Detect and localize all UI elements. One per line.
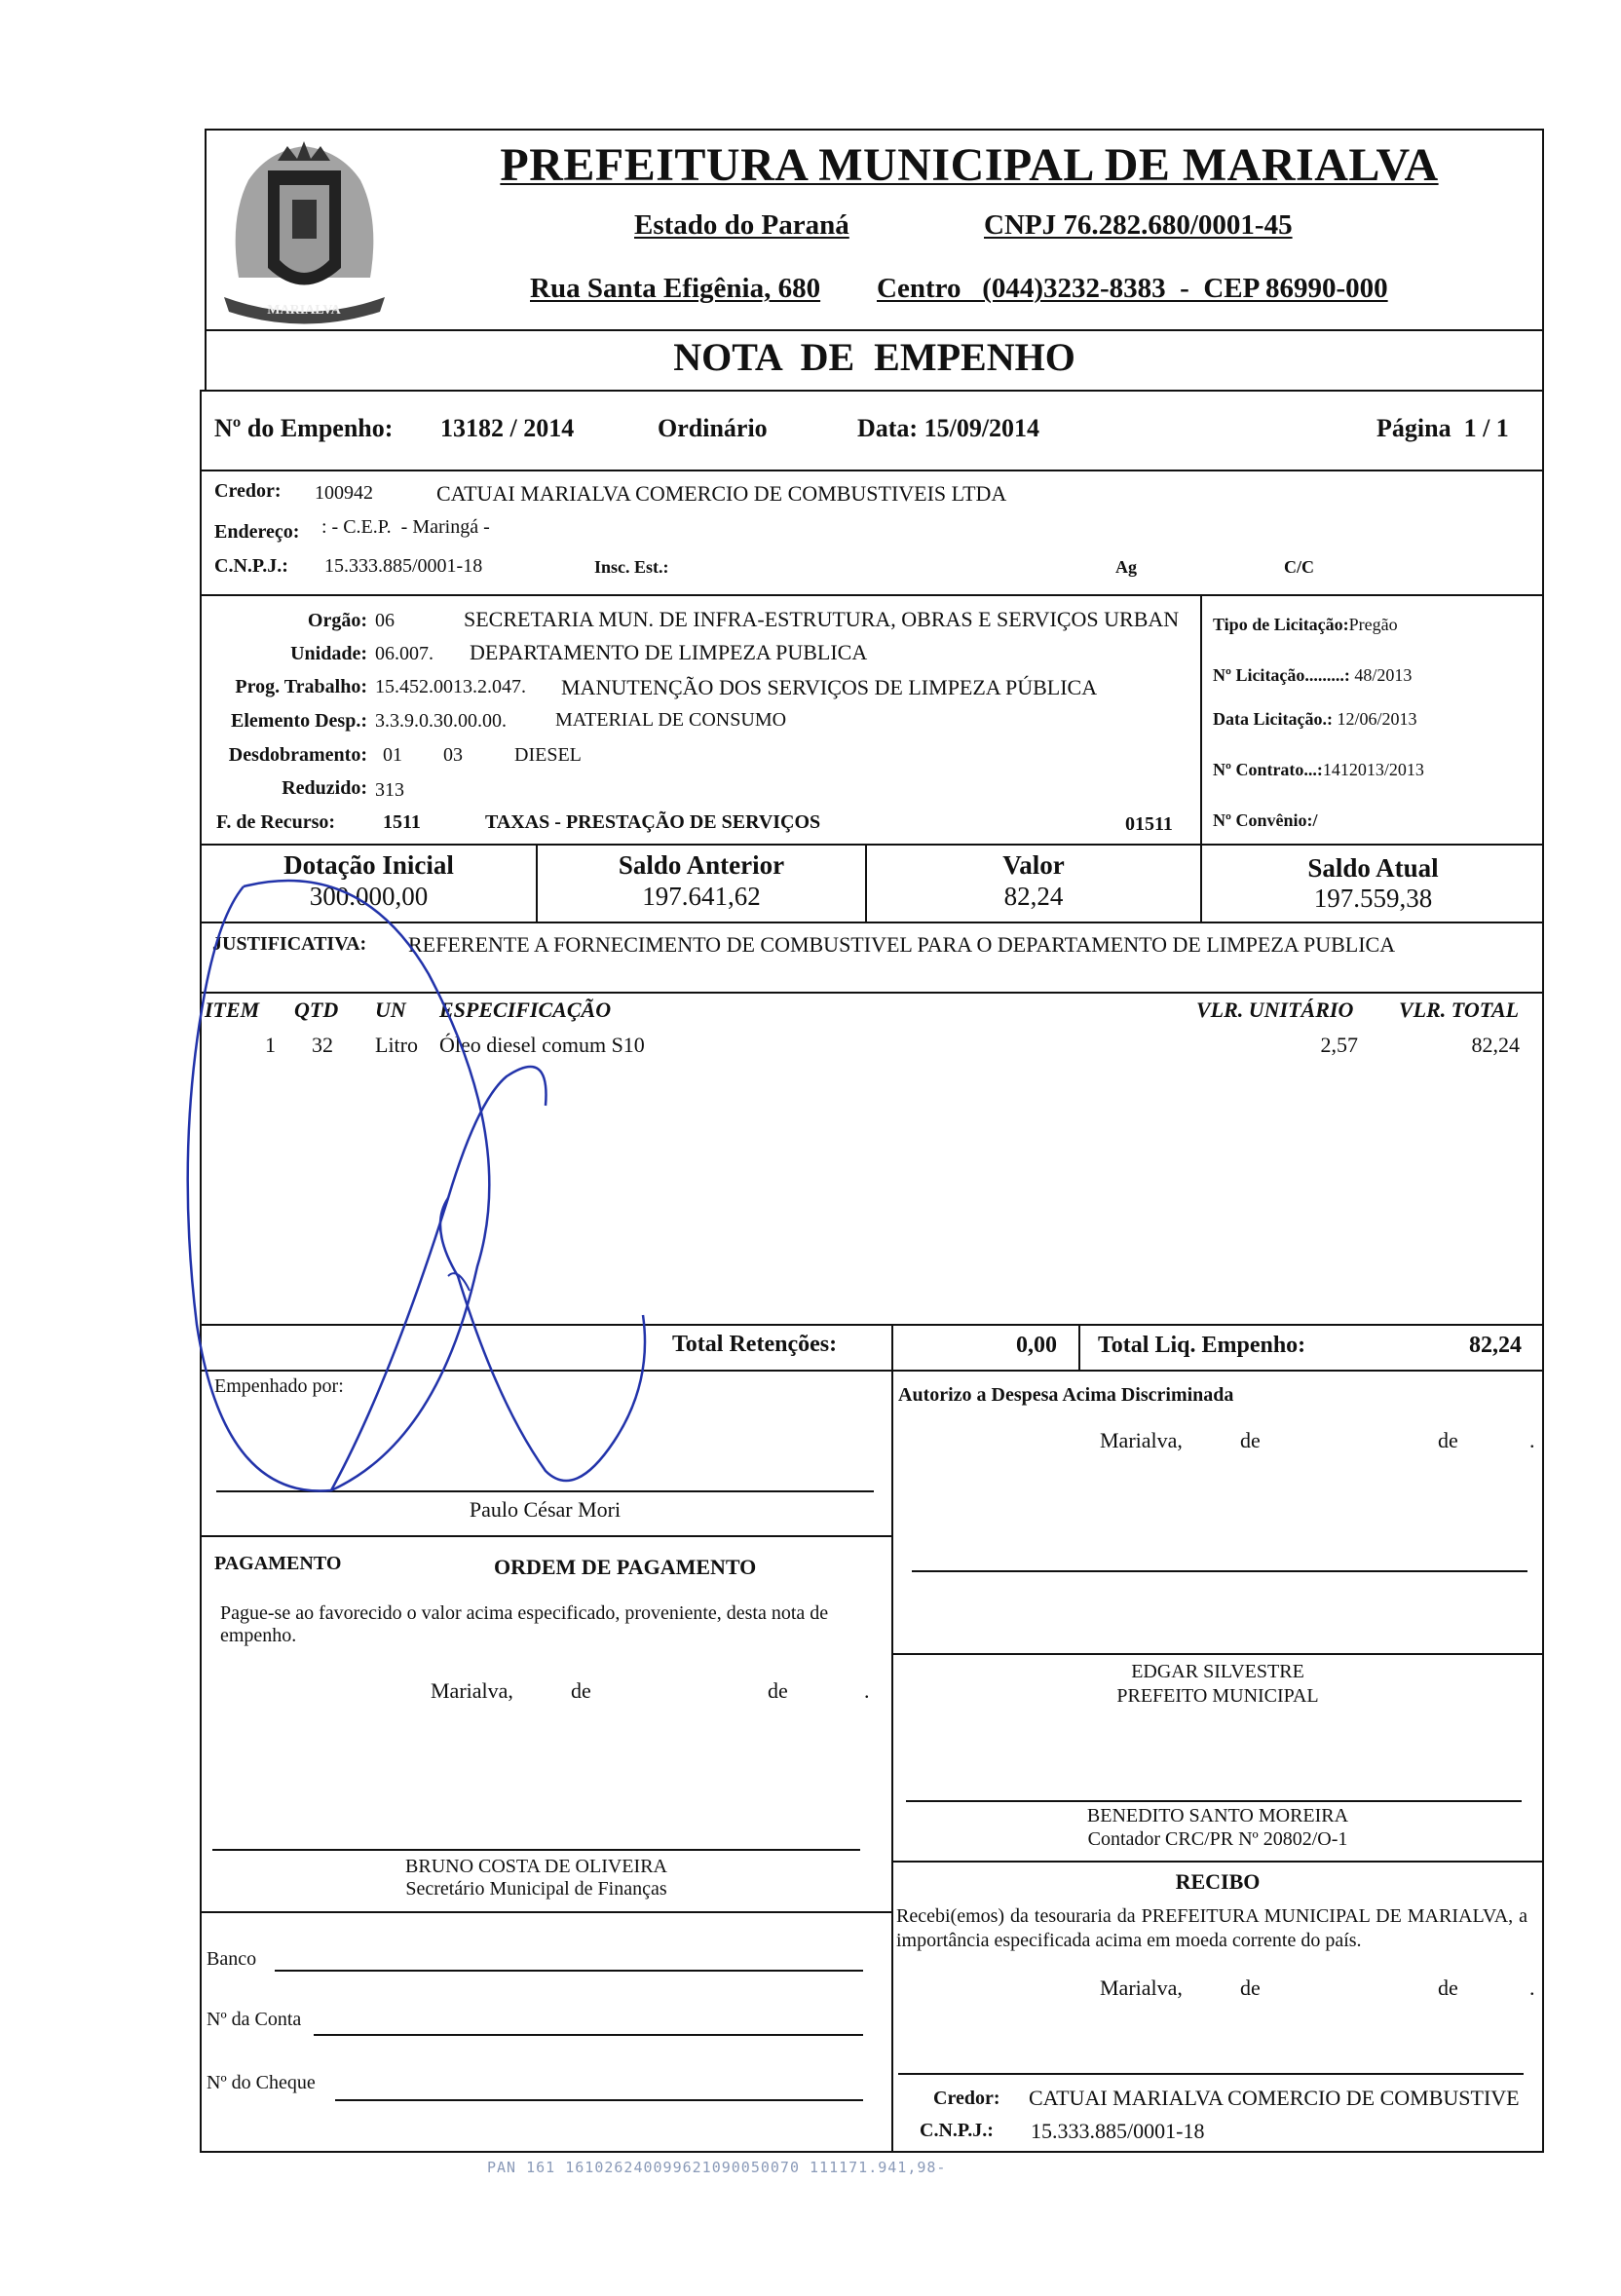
dotacao-label: Dotação Inicial [283, 850, 454, 880]
autorizo-de1: de [1240, 1428, 1261, 1452]
retencoes-label: Total Retenções: [672, 1332, 838, 1357]
licitacao-numero-value: 48/2013 [1354, 665, 1413, 685]
prefeito-name: EDGAR SILVESTRE [1131, 1661, 1304, 1682]
orgao-name: SECRETARIA MUN. DE INFRA-ESTRUTURA, OBRAS E SERVIÇOS URBAN [464, 607, 1180, 631]
licitacao-contrato-value: 1412013/2013 [1322, 760, 1424, 779]
table-row-total: 82,24 [1471, 1033, 1520, 1057]
prog-label: Prog. Trabalho: [235, 676, 367, 697]
recurso-name: TAXAS - PRESTAÇÃO DE SERVIÇOS [485, 811, 821, 833]
divider [1200, 594, 1202, 844]
credor-code: 100942 [315, 482, 373, 504]
licitacao-contrato-label: Nº Contrato...: [1213, 760, 1323, 779]
handwritten-signature [185, 857, 653, 1500]
valor-value: 82,24 [1003, 882, 1064, 911]
table-row-qtd: 32 [312, 1033, 333, 1057]
licitacao-convenio: Nº Convênio:/ [1213, 810, 1318, 830]
col-item: ITEM [205, 997, 260, 1022]
cnpj-header: CNPJ 76.282.680/0001-45 [984, 209, 1293, 241]
cheque-label: Nº do Cheque [207, 2072, 316, 2093]
desdobramento-name: DIESEL [514, 744, 582, 766]
autorizo-label: Autorizo a Despesa Acima Discriminada [898, 1384, 1234, 1406]
licitacao-tipo-value: Pregão [1348, 615, 1398, 634]
pagamento-de1: de [571, 1678, 591, 1703]
cnpj-label: C.N.P.J.: [214, 555, 288, 577]
divider [891, 1324, 893, 1370]
recibo-credor-label: Credor: [933, 2088, 1000, 2109]
page-title: PREFEITURA MUNICIPAL DE MARIALVA [500, 139, 1439, 191]
prog-code: 15.452.0013.2.047. [375, 676, 526, 697]
cnpj-value: 15.333.885/0001-18 [324, 555, 483, 577]
licitacao-data [1213, 709, 1416, 730]
signature-line [906, 1800, 1522, 1802]
liquido-value: 82,24 [1469, 1333, 1522, 1358]
banco-label: Banco [207, 1948, 257, 1970]
liquido-label: Total Liq. Empenho: [1098, 1333, 1306, 1358]
elemento-name: MATERIAL DE CONSUMO [555, 709, 787, 731]
divider [891, 1861, 1544, 1863]
ordem-pagamento: ORDEM DE PAGAMENTO [494, 1555, 757, 1579]
signature-line [898, 2073, 1524, 2075]
doc-title: NOTA DE EMPENHO [673, 335, 1075, 379]
divider [1078, 1324, 1080, 1370]
empenho-date: Data: 15/09/2014 [857, 414, 1040, 442]
conta-label: Nº da Conta [207, 2009, 302, 2030]
divider [202, 594, 1544, 596]
divider [891, 1370, 893, 2153]
saldo-anterior-value: 197.641,62 [642, 882, 761, 911]
licitacao-numero [1213, 665, 1412, 686]
reduzido-label: Reduzido: [282, 777, 367, 799]
valor-label: Valor [1002, 850, 1065, 880]
recibo-cnpj-label: C.N.P.J.: [920, 2120, 994, 2141]
endereco-label: Endereço: [214, 521, 300, 543]
ag-label: Ag [1115, 557, 1137, 577]
licitacao-data-value: 12/06/2013 [1337, 709, 1417, 729]
saldo-atual-value: 197.559,38 [1313, 884, 1433, 913]
justificativa-text: REFERENTE A FORNECIMENTO DE COMBUSTIVEL PARA O DEPARTAMENTO DE LIMPEZA PUBLICA [408, 932, 1396, 957]
saldo-anterior-label: Saldo Anterior [618, 850, 785, 880]
autorizo-city: Marialva, [1100, 1428, 1183, 1452]
desdobramento-label: Desdobramento: [228, 744, 367, 766]
prefeito-role: PREFEITO MUNICIPAL [1116, 1685, 1319, 1707]
empenho-type: Ordinário [658, 414, 768, 442]
page-indicator: Página 1 / 1 [1376, 414, 1509, 442]
recurso-code: 1511 [383, 811, 421, 833]
divider [202, 1911, 891, 1913]
bank-stamp: PAN 161 161026240099621090050070 111171.941,98- [487, 2159, 947, 2176]
banco-input-line[interactable] [275, 1970, 863, 1972]
table-row-unit: 2,57 [1320, 1033, 1358, 1057]
prog-name: MANUTENÇÃO DOS SERVIÇOS DE LIMPEZA PÚBLICA [561, 675, 1098, 699]
retencoes-value: 0,00 [1016, 1333, 1057, 1358]
credor-label: Credor: [214, 480, 282, 502]
state-name: Estado do Paraná [634, 209, 849, 241]
col-total: VLR. TOTAL [1399, 997, 1520, 1022]
licitacao-contrato [1213, 760, 1424, 780]
table-row-spec: Óleo diesel comum S10 [439, 1033, 645, 1057]
pagamento-de2: de [768, 1678, 788, 1703]
pagamento-role: Secretário Municipal de Finanças [405, 1878, 667, 1900]
divider [202, 844, 1544, 846]
dotacao-value: 300.000,00 [309, 882, 429, 911]
recibo-text: Recebi(emos) da tesouraria da PREFEITURA MUNICIPAL DE MARIALVA, a importância especificada acima em moeda corrente do país. [896, 1905, 1527, 1951]
insc-label: Insc. Est.: [594, 557, 669, 577]
empenhado-label: Empenhado por: [214, 1375, 344, 1397]
orgao-code: 06 [375, 610, 395, 631]
divider [202, 470, 1544, 471]
municipal-seal [209, 132, 399, 326]
recibo-credor-name: CATUAI MARIALVA COMERCIO DE COMBUSTIVE [1029, 2086, 1520, 2110]
cc-label: C/C [1284, 557, 1314, 577]
recurso-code2: 01511 [1125, 813, 1173, 835]
cheque-input-line[interactable] [335, 2099, 863, 2101]
licitacao-tipo [1213, 615, 1398, 635]
pagamento-name: BRUNO COSTA DE OLIVEIRA [405, 1856, 667, 1877]
recibo-city: Marialva, [1100, 1976, 1183, 2000]
recibo-dot: . [1529, 1976, 1535, 2000]
licitacao-data-label: Data Licitação.: [1213, 709, 1333, 729]
autorizo-de2: de [1438, 1428, 1458, 1452]
desdobramento-a: 01 [383, 744, 402, 766]
contador-name: BENEDITO SANTO MOREIRA [1086, 1805, 1349, 1826]
col-unit: VLR. UNITÁRIO [1196, 997, 1354, 1022]
table-row-un: Litro [375, 1033, 418, 1057]
saldo-atual-label: Saldo Atual [1307, 853, 1439, 883]
recibo-de1: de [1240, 1976, 1261, 2000]
empenhado-name: Paulo César Mori [469, 1497, 622, 1522]
svg-text:MARIALVA: MARIALVA [267, 303, 341, 318]
signature-line [912, 1570, 1527, 1572]
recibo-title: RECIBO [1175, 1869, 1261, 1894]
divider [891, 1653, 1544, 1655]
recibo-de2: de [1438, 1976, 1458, 2000]
endereco-value: : - C.E.P. - Maringá - [321, 516, 490, 538]
col-qtd: QTD [294, 997, 339, 1022]
autorizo-dot: . [1529, 1428, 1535, 1452]
unidade-label: Unidade: [290, 643, 367, 664]
signature-line [212, 1849, 860, 1851]
address-street: Rua Santa Efigênia, 680 [530, 273, 821, 304]
elemento-label: Elemento Desp.: [231, 710, 367, 732]
desdobramento-b: 03 [443, 744, 463, 766]
unidade-name: DEPARTAMENTO DE LIMPEZA PUBLICA [470, 640, 868, 664]
contador-role: Contador CRC/PR Nº 20802/O-1 [1087, 1828, 1348, 1850]
address-rest: Centro (044)3232-8383 - CEP 86990-000 [877, 273, 1388, 304]
credor-name: CATUAI MARIALVA COMERCIO DE COMBUSTIVEIS LTDA [436, 481, 1007, 506]
licitacao-tipo-label: Tipo de Licitação: [1213, 615, 1349, 634]
justificativa-label: JUSTIFICATIVA: [212, 933, 367, 955]
pagamento-text: Pague-se ao favorecido o valor acima especificado, proveniente, desta nota de empenho. [220, 1602, 829, 1646]
conta-input-line[interactable] [314, 2034, 863, 2036]
pagamento-label: PAGAMENTO [214, 1553, 342, 1574]
table-row-item: 1 [265, 1033, 276, 1057]
orgao-label: Orgão: [307, 610, 367, 631]
recurso-label: F. de Recurso: [216, 811, 336, 833]
licitacao-numero-label: Nº Licitação.........: [1213, 665, 1350, 685]
recibo-cnpj: 15.333.885/0001-18 [1031, 2119, 1205, 2143]
unidade-code: 06.007. [375, 643, 434, 664]
col-un: UN [375, 997, 406, 1022]
elemento-code: 3.3.9.0.30.00.00. [375, 710, 507, 732]
reduzido-value: 313 [375, 779, 404, 801]
empenho-label: Nº do Empenho: [214, 414, 394, 442]
pagamento-dot: . [864, 1678, 870, 1703]
pagamento-city: Marialva, [431, 1678, 513, 1703]
empenho-number: 13182 / 2014 [440, 414, 575, 442]
divider [202, 1535, 891, 1537]
col-spec: ESPECIFICAÇÃO [439, 997, 612, 1022]
